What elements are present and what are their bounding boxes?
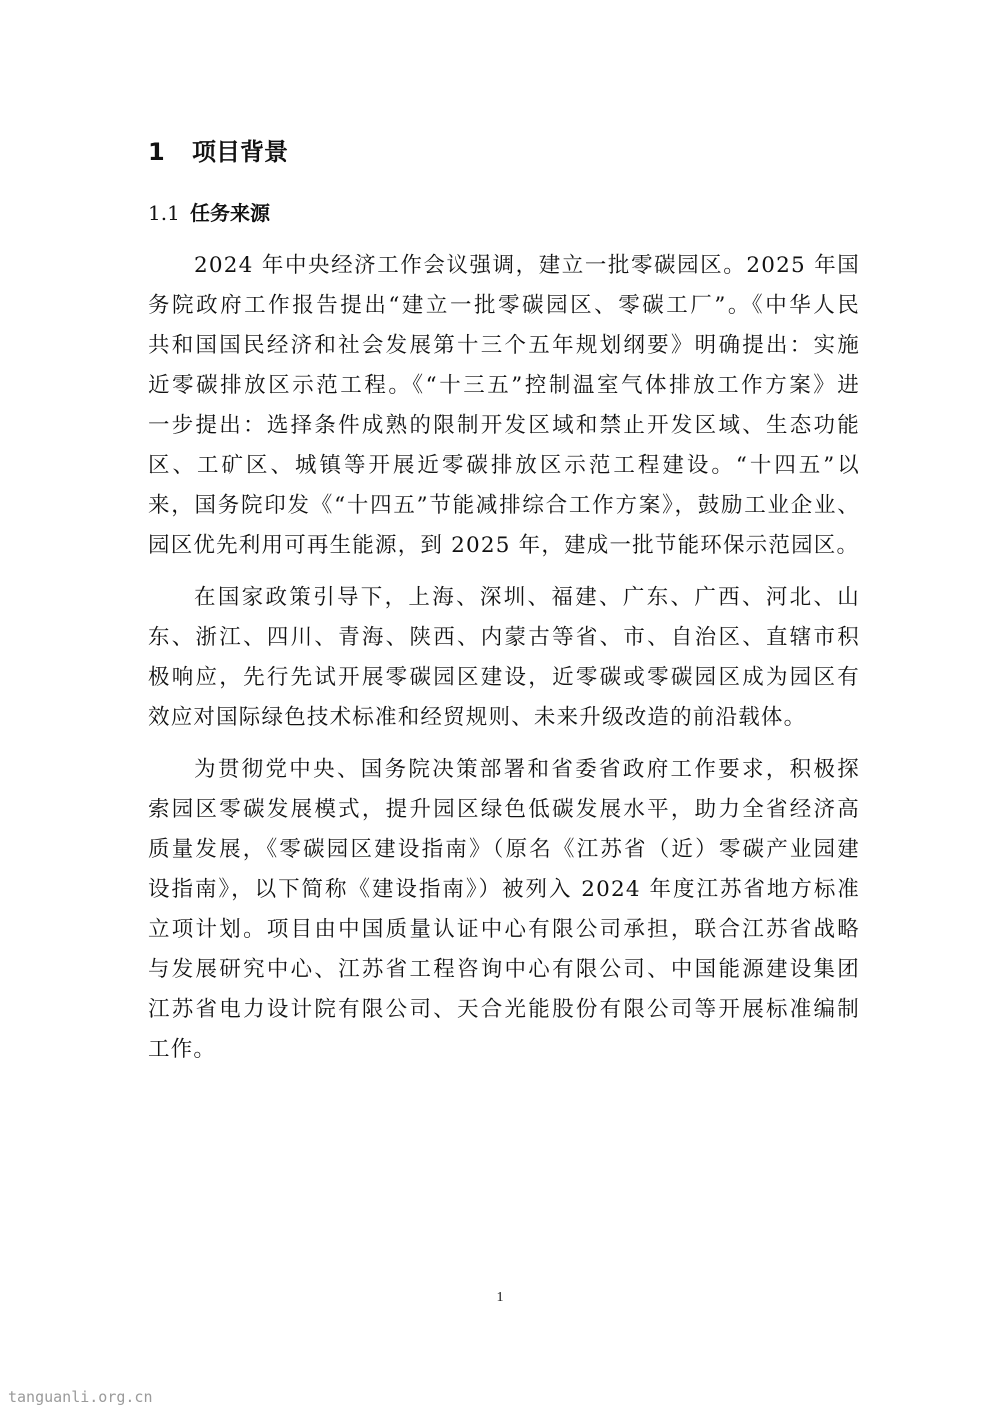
- section-title: 项目背景: [192, 138, 288, 166]
- section-heading: [148, 134, 288, 170]
- body-text: [148, 246, 860, 1070]
- paragraph: [148, 578, 860, 738]
- paragraph-line: 园区优先利用可再生能源，到 2025 年，建成一批节能环保示范园区。: [148, 533, 860, 558]
- paragraph-line: 务院政府工作报告提出“建立一批零碳园区、零碳工厂”。《中华人民: [148, 293, 860, 318]
- paragraph-line: 立项计划。项目由中国质量认证中心有限公司承担，联合江苏省战略: [148, 917, 860, 942]
- paragraph: [148, 750, 860, 1070]
- subsection-title: 任务来源: [190, 201, 270, 225]
- paragraph-line: 与发展研究中心、江苏省工程咨询中心有限公司、中国能源建设集团: [148, 957, 860, 982]
- paragraph-line: 为贯彻党中央、国务院决策部署和省委省政府工作要求，积极探: [194, 757, 860, 782]
- paragraph-line: 一步提出：选择条件成熟的限制开发区域和禁止开发区域、生态功能: [148, 413, 860, 438]
- paragraph-line: 在国家政策引导下，上海、深圳、福建、广东、广西、河北、山: [194, 585, 860, 610]
- paragraph-line: 来，国务院印发《“十四五”节能减排综合工作方案》，鼓励工业企业、: [148, 493, 860, 518]
- subsection-heading: [148, 197, 270, 229]
- paragraph-line: 索园区零碳发展模式，提升园区绿色低碳发展水平，助力全省经济高: [148, 797, 860, 822]
- paragraph-line: 共和国国民经济和社会发展第十三个五年规划纲要》明确提出：实施: [148, 333, 860, 358]
- paragraph-line: 工作。: [148, 1037, 217, 1062]
- section-number: 1: [148, 138, 165, 166]
- paragraph-line: 效应对国际绿色技术标准和经贸规则、未来升级改造的前沿载体。: [148, 705, 807, 730]
- watermark: tanguanli.org.cn: [8, 1388, 153, 1406]
- page-number: 1: [496, 1290, 504, 1305]
- paragraph-line: 2024 年中央经济工作会议强调，建立一批零碳园区。2025 年国: [194, 253, 860, 278]
- paragraph: [148, 246, 860, 566]
- paragraph-line: 极响应，先行先试开展零碳园区建设，近零碳或零碳园区成为园区有: [148, 665, 860, 690]
- paragraph-line: 江苏省电力设计院有限公司、天合光能股份有限公司等开展标准编制: [148, 997, 860, 1022]
- paragraph-line: 设指南》，以下简称《建设指南》）被列入 2024 年度江苏省地方标准: [148, 877, 860, 902]
- paragraph-line: 质量发展，《零碳园区建设指南》（原名《江苏省（近）零碳产业园建: [148, 837, 860, 862]
- paragraph-line: 区、工矿区、城镇等开展近零碳排放区示范工程建设。“十四五”以: [148, 453, 860, 478]
- subsection-number: 1.1: [148, 201, 180, 225]
- paragraph-line: 近零碳排放区示范工程。《“十三五”控制温室气体排放工作方案》进: [148, 373, 860, 398]
- paragraph-line: 东、浙江、四川、青海、陕西、内蒙古等省、市、自治区、直辖市积: [148, 625, 860, 650]
